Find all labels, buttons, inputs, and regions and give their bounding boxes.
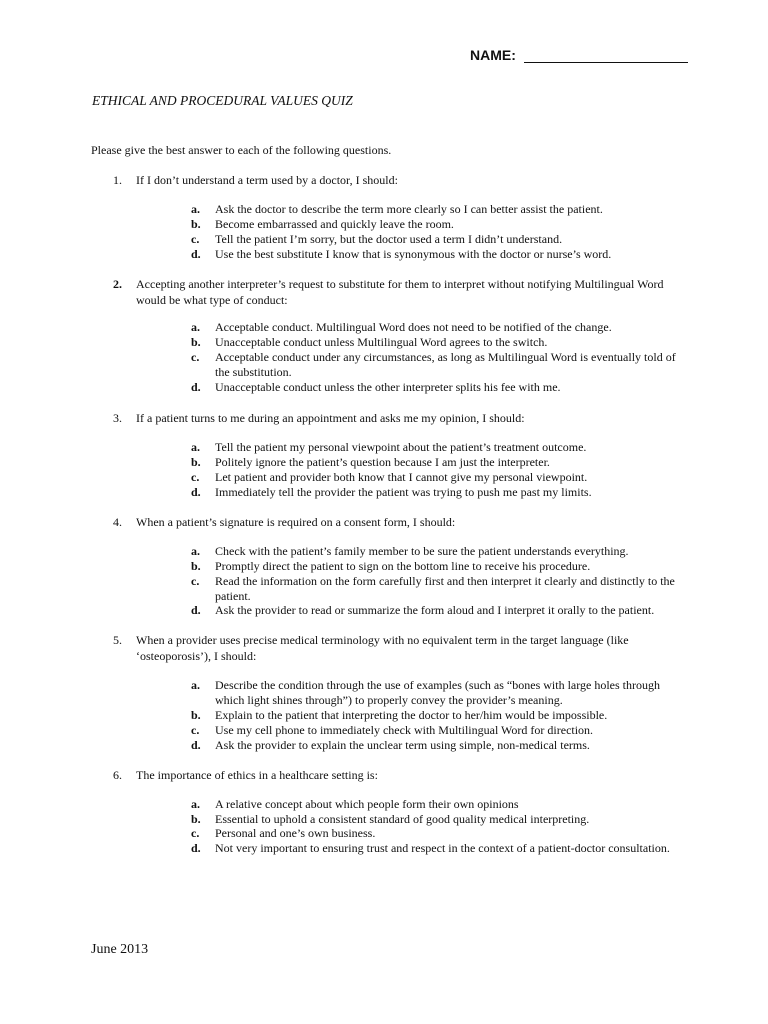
question-number: 1.: [113, 173, 122, 187]
option-letter: b.: [191, 335, 201, 349]
option-text: Not very important to ensuring trust and respect in the context of a patient-doctor consultation.: [215, 841, 670, 855]
name-blank-line: [524, 62, 688, 63]
question-text: The importance of ethics in a healthcare setting is:: [136, 768, 378, 782]
option-text: Acceptable conduct under any circumstances, as long as Multilingual Word is eventually told of the substitution.: [215, 350, 676, 379]
option-text: Ask the doctor to describe the term more clearly so I can better assist the patient.: [215, 202, 603, 216]
option-letter: a.: [191, 440, 200, 454]
option-text: Tell the patient my personal viewpoint about the patient’s treatment outcome.: [215, 440, 587, 454]
option-letter: d.: [191, 485, 201, 499]
option-letter: b.: [191, 812, 201, 826]
option-letter: a.: [191, 797, 200, 811]
footer-date: June 2013: [91, 942, 149, 957]
option-letter: c.: [191, 826, 200, 840]
option-text: Ask the provider to read or summarize the form aloud and I interpret it orally to the patient.: [215, 603, 655, 617]
option-letter: b.: [191, 217, 201, 231]
instructions: Please give the best answer to each of the following questions.: [91, 143, 392, 157]
option-letter: d.: [191, 603, 201, 617]
option-text: Promptly direct the patient to sign on the bottom line to receive his procedure.: [215, 559, 591, 573]
option-text: Use my cell phone to immediately check with Multilingual Word for direction.: [215, 723, 594, 737]
option-text: Tell the patient I’m sorry, but the doctor used a term I didn’t understand.: [215, 232, 563, 246]
option-text: Unacceptable conduct unless Multilingual Word agrees to the switch.: [215, 335, 548, 349]
option-letter: a.: [191, 544, 200, 558]
question-text: If I don’t understand a term used by a doctor, I should:: [136, 173, 398, 187]
option-letter: c.: [191, 350, 200, 364]
option-letter: a.: [191, 678, 200, 692]
question-text: When a provider uses precise medical terminology with no equivalent term in the target language (like ‘osteoporosis’), I should:: [136, 633, 629, 663]
question-number: 2.: [113, 277, 122, 291]
option-text: A relative concept about which people form their own opinions: [215, 797, 519, 811]
option-text: Check with the patient’s family member to be sure the patient understands everything.: [215, 544, 629, 558]
question-text: When a patient’s signature is required on a consent form, I should:: [136, 515, 456, 529]
question-number: 4.: [113, 515, 122, 529]
option-letter: b.: [191, 559, 201, 573]
option-letter: a.: [191, 202, 200, 216]
question-text: If a patient turns to me during an appointment and asks me my opinion, I should:: [136, 411, 525, 425]
page-title: ETHICAL AND PROCEDURAL VALUES QUIZ: [92, 93, 353, 108]
option-letter: c.: [191, 574, 200, 588]
question-text: Accepting another interpreter’s request to substitute for them to interpret without notifying Multilingual Word would be what type of conduct:: [136, 277, 664, 307]
option-letter: b.: [191, 708, 201, 722]
option-text: Explain to the patient that interpreting the doctor to her/him would be impossible.: [215, 708, 608, 722]
option-letter: c.: [191, 723, 200, 737]
option-text: Immediately tell the provider the patient was trying to push me past my limits.: [215, 485, 592, 499]
option-text: Acceptable conduct. Multilingual Word does not need to be notified of the change.: [215, 320, 612, 334]
question-number: 6.: [113, 768, 122, 782]
name-row: [0, 45, 768, 67]
option-text: Use the best substitute I know that is synonymous with the doctor or nurse’s word.: [215, 247, 612, 261]
option-text: Personal and one’s own business.: [215, 826, 376, 840]
question-number: 3.: [113, 411, 122, 425]
option-letter: d.: [191, 841, 201, 855]
question-number: 5.: [113, 633, 122, 647]
option-text: Describe the condition through the use of examples (such as “bones with large holes through which light shines through”) to properly convey the provider’s meaning.: [215, 678, 661, 707]
option-letter: c.: [191, 470, 200, 484]
option-letter: d.: [191, 380, 201, 394]
option-letter: d.: [191, 738, 201, 752]
option-text: Let patient and provider both know that I cannot give my personal viewpoint.: [215, 470, 588, 484]
option-letter: d.: [191, 247, 201, 261]
option-letter: c.: [191, 232, 200, 246]
option-text: Essential to uphold a consistent standard of good quality medical interpreting.: [215, 812, 590, 826]
option-text: Ask the provider to explain the unclear term using simple, non-medical terms.: [215, 738, 590, 752]
option-text: Politely ignore the patient’s question because I am just the interpreter.: [215, 455, 550, 469]
name-label: NAME:: [470, 47, 516, 63]
option-text: Read the information on the form carefully first and then interpret it clearly and distinctly to the patient.: [215, 574, 675, 603]
option-text: Become embarrassed and quickly leave the room.: [215, 217, 454, 231]
option-letter: a.: [191, 320, 200, 334]
option-letter: b.: [191, 455, 201, 469]
option-text: Unacceptable conduct unless the other interpreter splits his fee with me.: [215, 380, 561, 394]
